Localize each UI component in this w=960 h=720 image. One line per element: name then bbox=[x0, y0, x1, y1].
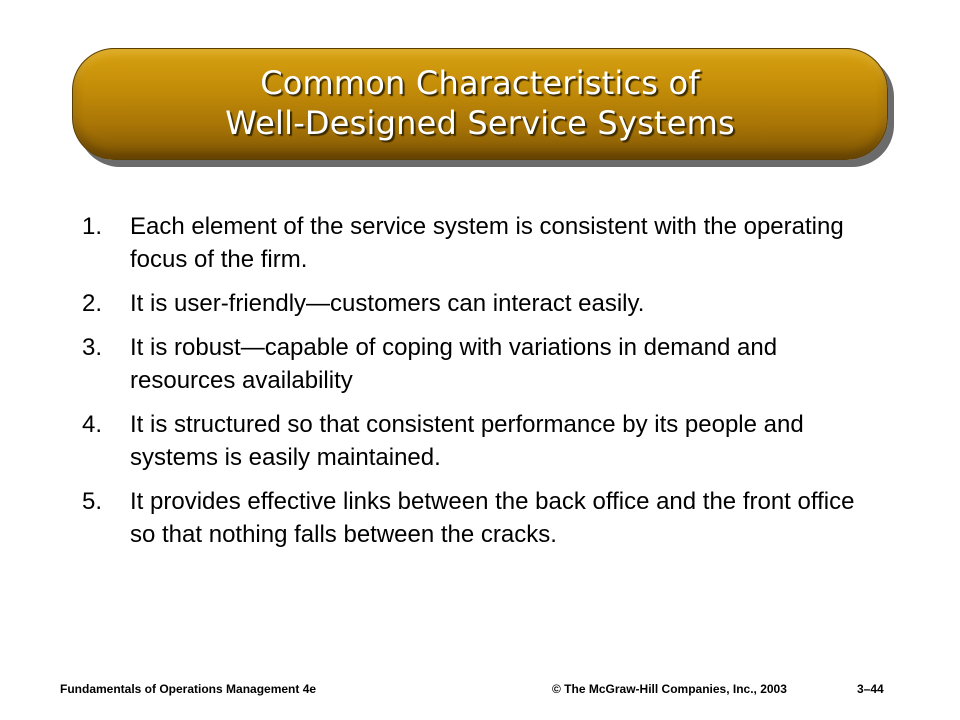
list-item bbox=[82, 485, 882, 551]
title-line-1: Common Characteristics of bbox=[260, 64, 700, 102]
title-line-2: Well-Designed Service Systems bbox=[225, 104, 735, 142]
footer-book-title: Fundamentals of Operations Management 4e bbox=[60, 682, 317, 696]
item-number: 3. bbox=[82, 334, 103, 361]
item-text: Each element of the service system is consistent with the operating focus of the firm. bbox=[130, 213, 844, 273]
item-text: It provides effective links between the back office and the front office so that nothing falls between the cracks. bbox=[130, 488, 855, 548]
list-item bbox=[82, 408, 882, 474]
characteristics-list bbox=[82, 210, 882, 562]
list-item bbox=[82, 210, 882, 276]
item-number: 1. bbox=[82, 213, 103, 240]
item-number: 2. bbox=[82, 290, 103, 317]
item-text: It is robust—capable of coping with variations in demand and resources availability bbox=[130, 334, 778, 394]
slide-title bbox=[73, 63, 887, 143]
title-banner bbox=[72, 48, 888, 160]
footer-slide-number: 3–44 bbox=[857, 682, 884, 696]
item-text: It is structured so that consistent performance by its people and systems is easily maintained. bbox=[130, 411, 804, 471]
item-text: It is user-friendly—customers can interact easily. bbox=[130, 290, 645, 317]
footer-copyright: © The McGraw-Hill Companies, Inc., 2003 bbox=[552, 682, 787, 696]
list-item bbox=[82, 287, 882, 320]
item-number: 5. bbox=[82, 488, 103, 515]
item-number: 4. bbox=[82, 411, 103, 438]
list-item bbox=[82, 331, 882, 397]
